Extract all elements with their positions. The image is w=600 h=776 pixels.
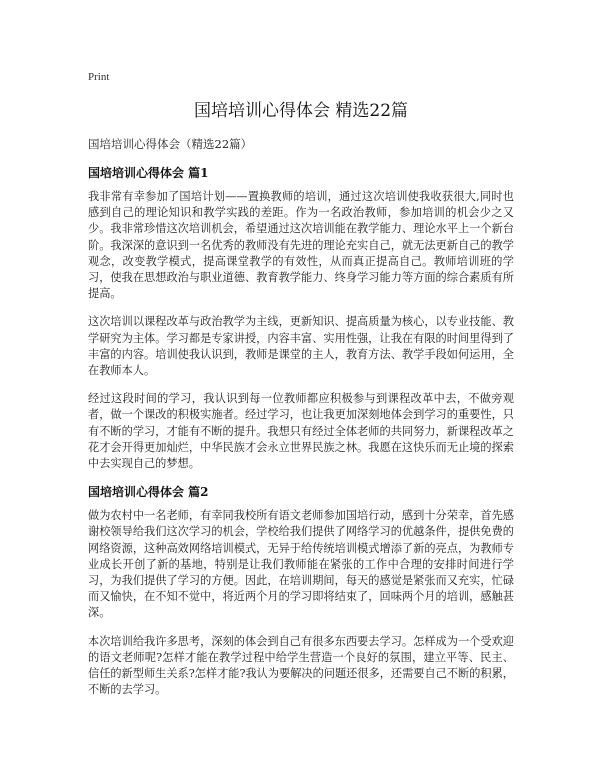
paragraph: 经过这段时间的学习，我认识到每一位教师都应积极参与到课程改革中去，不做旁观者，做一个课改的积极实施者。经过学习，也让我更加深刻地体会到学习的重要性，只有不断的学习，才能有不断的提升。我想只有经过全体老师的共同努力，新课程改革之花才会开得更加灿烂，中华民族才会永立世界民族之林。我愿在这快乐而无止境的探索中去实现自己的梦想。: [88, 392, 514, 471]
document-subtitle: 国培培训心得体会（精选22篇）: [88, 137, 253, 151]
paragraph: 做为农村中一名老师，有幸同我校所有语文老师参加国培行动，感到十分荣幸，首先感谢校领导给我们这次学习的机会，学校给我们提供了网络学习的优越条件，提供免费的网络资源，这种高效网络培训模式，无异于给传统培训模式增添了新的亮点，为教师专业成长开创了新的基地，特别是让我们教师能在紧张的工作中合理的安排时间进行学习，为我们提供了学习的方便。因此，在培训期间，每天的感觉是紧张而又充实，忙碌而又愉快，在不知不觉中，将近两个月的学习即将结束了，回味两个月的培训，感触甚深。: [88, 509, 514, 620]
page-title: 国培培训心得体会 精选22篇: [193, 101, 409, 121]
paragraph: 我非常有幸参加了国培计划——置换教师的培训，通过这次培训使我收获很大,同时也感到自己的理论知识和教学实践的差距。作为一名政治教师，参加培训的机会少之又少。我非常珍惜这次培训机会，希望通过这次培训能在教学能力、理论水平上一个新台阶。我深深的意识到一名优秀的教师没有先进的理论充实自己，就无法更新自己的教学观念，改变教学模式，提高课堂教学的有效性，从而真正提高自己。教师培训班的学习，使我在思想政治与职业道德、教育教学能力、终身学习能力等方面的综合素质有所提高。: [88, 190, 514, 301]
section-1: [88, 165, 514, 472]
section-heading: 国培培训心得体会 篇1: [88, 166, 209, 180]
print-label: Print: [88, 71, 110, 83]
section-2: [88, 484, 514, 698]
section-heading: 国培培训心得体会 篇2: [88, 485, 209, 500]
paragraph: 本次培训给我许多思考，深刻的体会到自己有很多东西要去学习。怎样成为一个受欢迎的语文老师呢?怎样才能在教学过程中给学生营造一个良好的氛围，建立平等、民主、信任的新型师生关系?怎样才能?我认为要解决的问题还很多，还需要自己不断的积累，不断的去学习。: [88, 634, 514, 697]
paragraph: 这次培训以课程改革与政治教学为主线，更新知识、提高质量为核心，以专业技能、教学研究为主体。学习都是专家讲授，内容丰富、实用性强，让我在有限的时间里得到了丰富的内容。培训使我认识到，教师是课堂的主人，教育方法、教学手段如何运用，全在教师本人。: [88, 315, 514, 378]
